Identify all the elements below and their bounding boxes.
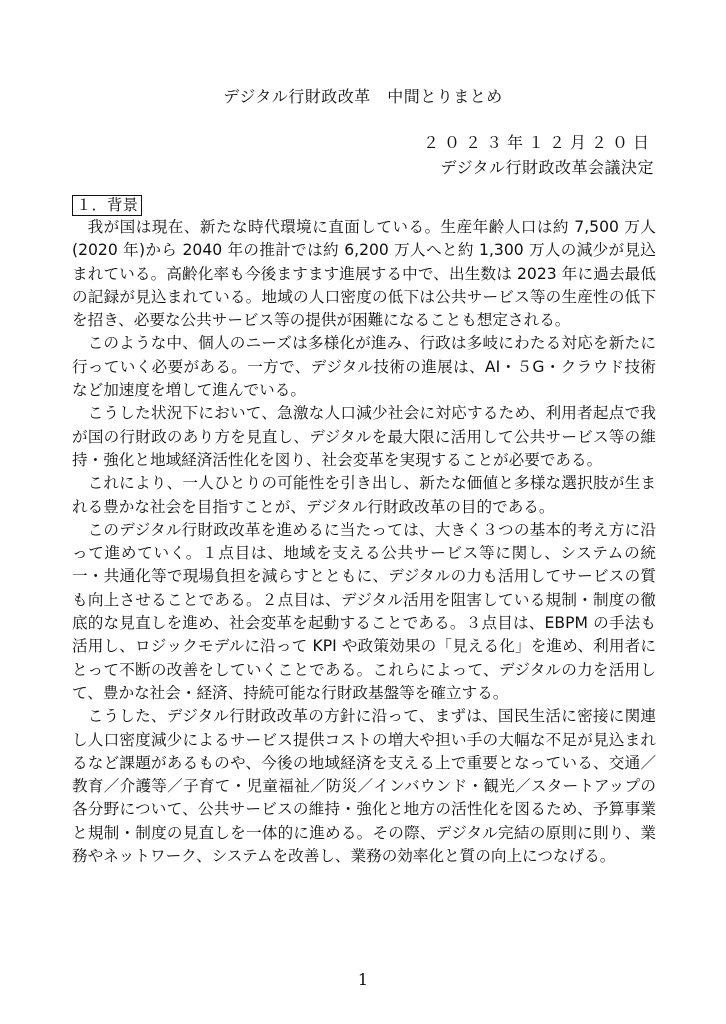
paragraph: このデジタル行財政改革を進めるに当たっては、大きく３つの基本的考え方に沿って進めていく。１点目は、地域を支える公共サービス等に関し、システムの統一・共通化等で現場負担を減らすとともに、デジタルの力も活用してサービスの質も向上させることである。２点目は、デジタル活用を阻害している規制・制度の徹底的な見直しを進め、社会変革を起動することである。３点目は、EBPM の手法も活用し、ロジックモデルに沿って KPI や政策効果の「見える化」を進め、利用者にとって不断の改善をしていくことである。これらによって、デジタルの力を活用して、豊かな社会・経済、持続可能な行財政基盤等を確立する。 bbox=[72, 520, 656, 702]
paragraph: このような中、個人のニーズは多様化が進み、行政は多岐にわたる対応を新たに行っていく必要がある。一方で、デジタル技術の進展は、AI・５G・クラウド技術など加速度を増して進んでいる。 bbox=[72, 334, 656, 400]
body-text bbox=[72, 216, 656, 868]
section-heading: １．背景 bbox=[72, 195, 142, 216]
page-number: 1 bbox=[357, 970, 369, 989]
document-date: ２０２３年１２月２０日 bbox=[422, 133, 654, 152]
paragraph: こうした状況下において、急激な人口減少社会に対応するため、利用者起点で我が国の行財政のあり方を見直し、デジタルを最大限に活用して公共サービス等の維持・強化と地域経済活性化を図り、社会変革を実現することが必要である。 bbox=[72, 404, 656, 469]
paragraph: これにより、一人ひとりの可能性を引き出し、新たな価値と多様な選択肢が生まれる豊かな社会を目指すことが、デジタル行財政改革の目的である。 bbox=[72, 474, 656, 516]
paragraph: 我が国は現在、新たな時代環境に直面している。生産年齢人口は約 7,500 万人(2020 年)から 2040 年の推計では約 6,200 万人へと約 1,300 万人の減少が見込まれている。高齢化率も今後ますます進展する中で、出生数は 2023 年に過去最低の記録が見込まれている。地域の人口密度の低下は公共サービス等の生産性の低下を招き、必要な公共サービス等の提供が困難になることも想定される。 bbox=[72, 218, 656, 330]
document-title: デジタル行財政改革 中間とりまとめ bbox=[223, 87, 503, 106]
decision-body: デジタル行財政改革会議決定 bbox=[440, 158, 654, 177]
paragraph: こうした、デジタル行財政改革の方針に沿って、まずは、国民生活に密接に関連し人口密度減少によるサービス提供コストの増大や担い手の大幅な不足が見込まれるなど課題があるものや、今後の地域経済を支える上で重要となっている、交通／教育／介護等／子育て・児童福祉／防災／インバウンド・観光／スタートアップの各分野について、公共サービスの維持・強化と地方の活性化を図るため、予算事業と規制・制度の見直しを一体的に進める。その際、デジタル完結の原則に則り、業務やネットワーク、システムを改善し、業務の効率化と質の向上につなげる。 bbox=[72, 707, 656, 866]
